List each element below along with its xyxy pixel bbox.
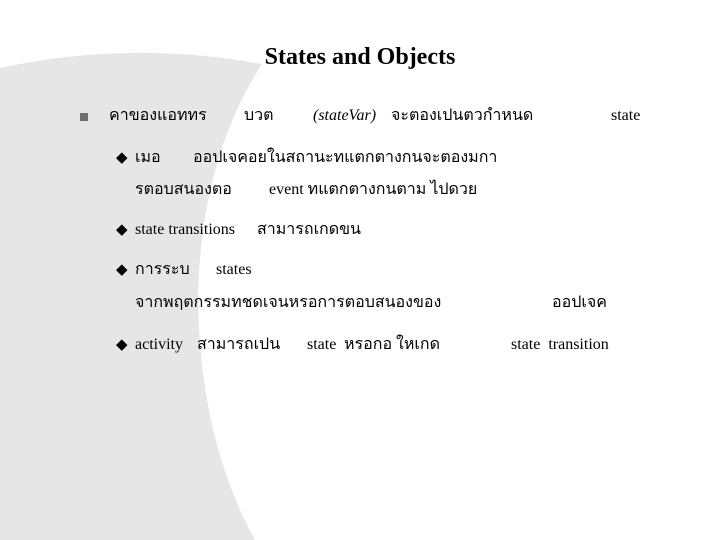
- item2-text-b: สามารถเกดขน: [257, 221, 361, 238]
- line1-text-c: (stateVar): [313, 107, 377, 124]
- diamond-bullet-icon: ◆: [116, 150, 128, 166]
- item3-text-c: จากพฤตกรรมทชดเจนหรอการตอบสนองของ: [135, 294, 442, 311]
- item3-text-d: ออปเจค: [552, 294, 607, 311]
- square-bullet-icon: [80, 113, 88, 121]
- line1-text-d: จะตองเปนตวกำหนด: [391, 107, 534, 124]
- diamond-bullet-icon: ◆: [116, 222, 128, 238]
- item2-text-a: state transitions: [135, 221, 235, 238]
- item3-text-b: states: [216, 261, 252, 278]
- line1-text-e: state: [611, 107, 641, 124]
- item3-text-a: การระบ: [135, 261, 190, 278]
- item4-text-b: สามารถเปน: [197, 336, 281, 353]
- item4-text-c: state: [307, 336, 337, 353]
- item1-text-a: เมอ: [135, 149, 161, 166]
- item4-text-e: state transition: [511, 336, 609, 353]
- item1-text-c: รตอบสนองตอ: [135, 181, 232, 198]
- item4-text-a: activity: [135, 336, 183, 353]
- item1-text-b: ออปเจคอยในสถานะทแตกตางกนจะตองมกา: [193, 149, 498, 166]
- line1-text-b: บวต: [244, 107, 274, 124]
- slide-title: States and Objects: [264, 44, 456, 70]
- item1-text-d: event ทแตกตางกนตาม ไปดวย: [269, 181, 478, 198]
- line1-text-a: คาของแอททร: [109, 107, 207, 124]
- item4-text-d: หรอกอ ใหเกด: [344, 336, 440, 353]
- diamond-bullet-icon: ◆: [116, 337, 128, 353]
- diamond-bullet-icon: ◆: [116, 262, 128, 278]
